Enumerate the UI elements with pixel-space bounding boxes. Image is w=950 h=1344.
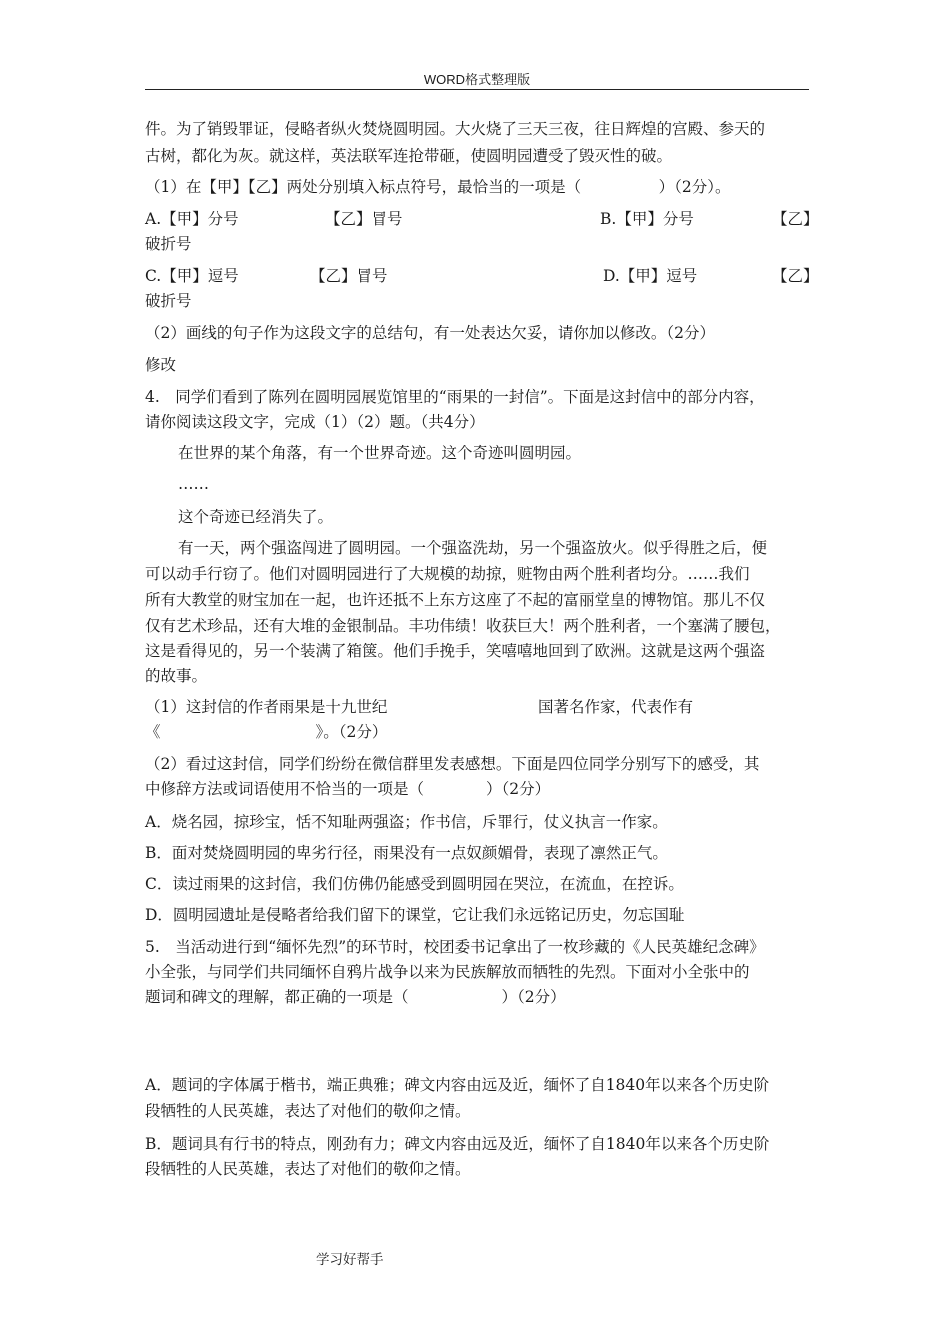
option-d: D.【甲】逗号 bbox=[603, 267, 698, 285]
answer-label: 修改 bbox=[145, 356, 177, 374]
letter-line: 所有大教堂的财宝加在一起，也许还抵不上东方这座了不起的富丽堂皇的博物馆。那儿不仅 bbox=[145, 591, 766, 609]
option-d-yi: 【乙】 bbox=[772, 267, 819, 285]
question-4: 4. 同学们看到了陈列在圆明园展览馆里的“雨果的一封信”。下面是这封信中的部分内容， bbox=[145, 388, 765, 406]
sub-question-1-blank: 《 》。（2分） bbox=[145, 723, 388, 741]
letter-line: 仅有艺术珍品，还有大堆的金银制品。丰功伟绩！收获巨大！两个胜利者，一个塞满了腰包， bbox=[145, 617, 781, 635]
letter-ellipsis: …… bbox=[178, 475, 209, 493]
question-5-cont: 题词和碑文的理解，都正确的一项是（ ）（2分） bbox=[145, 988, 566, 1006]
letter-paragraph: 在世界的某个角落，有一个世界奇迹。这个奇迹叫圆明园。 bbox=[178, 444, 582, 462]
question-1: （1）在【甲】【乙】两处分别填入标点符号，最恰当的一项是（ ）（2分）。 bbox=[145, 178, 731, 196]
option-d-continued: 破折号 bbox=[145, 292, 192, 310]
choice-b: B．面对焚烧圆明园的卑劣行径，雨果没有一点奴颜媚骨，表现了凛然正气。 bbox=[145, 844, 668, 862]
letter-line: 可以动手行窃了。他们对圆明园进行了大规模的劫掠，赃物由两个胜利者均分。……我们 bbox=[145, 565, 750, 583]
sub-question-1: （1）这封信的作者雨果是十九世纪 bbox=[145, 698, 388, 716]
page-header: WORD格式整理版 bbox=[145, 70, 809, 90]
passage-line: 件。为了销毁罪证，侵略者纵火焚烧圆明园。大火烧了三天三夜，往日辉煌的宫殿、参天的 bbox=[145, 120, 766, 138]
sub-question-2: （2）看过这封信，同学们纷纷在微信群里发表感想。下面是四位同学分别写下的感受，其 bbox=[145, 755, 760, 773]
question-5: 5. 当活动进行到“缅怀先烈”的环节时，校团委书记拿出了一枚珍藏的《人民英雄纪念碑》 bbox=[145, 938, 765, 956]
sub-question-2-cont: 中修辞方法或词语使用不恰当的一项是（ ）（2分） bbox=[145, 780, 551, 798]
letter-line: 这是看得见的，另一个装满了箱箧。他们手挽手，笑嘻嘻地回到了欧洲。这就是这两个强盗 bbox=[145, 642, 766, 660]
answer-a-cont: 段牺牲的人民英雄，表达了对他们的敬仰之情。 bbox=[145, 1102, 471, 1120]
choice-d: D．圆明园遗址是侵略者给我们留下的课堂，它让我们永远铭记历史，勿忘国耻 bbox=[145, 906, 685, 924]
question-5-cont: 小全张，与同学们共同缅怀自鸦片战争以来为民族解放而牺牲的先烈。下面对小全张中的 bbox=[145, 963, 750, 981]
choice-c: C．读过雨果的这封信，我们仿佛仍能感受到圆明园在哭泣，在流血，在控诉。 bbox=[145, 875, 684, 893]
option-b: B.【甲】分号 bbox=[600, 210, 694, 228]
page-footer: 学习好帮手 bbox=[316, 1252, 384, 1268]
answer-b: B．题词具有行书的特点，刚劲有力；碑文内容由远及近，缅怀了自1840年以来各个历史阶 bbox=[145, 1135, 770, 1153]
answer-b-cont: 段牺牲的人民英雄，表达了对他们的敬仰之情。 bbox=[145, 1160, 471, 1178]
option-a: A.【甲】分号 bbox=[145, 210, 239, 228]
question-2: （2）画线的句子作为这段文字的总结句，有一处表达欠妥，请你加以修改。（2分） bbox=[145, 324, 715, 342]
sub-question-1-cont: 国著名作家，代表作有 bbox=[538, 698, 694, 716]
option-c: C.【甲】逗号 bbox=[145, 267, 239, 285]
letter-paragraph: 有一天，两个强盗闯进了圆明园。一个强盗洗劫，另一个强盗放火。似乎得胜之后，便 bbox=[178, 539, 768, 557]
option-b-yi: 【乙】 bbox=[772, 210, 819, 228]
letter-line: 的故事。 bbox=[145, 667, 208, 685]
question-4-cont: 请你阅读这段文字，完成（1）（2）题。（共4分） bbox=[145, 413, 485, 431]
letter-paragraph: 这个奇迹已经消失了。 bbox=[178, 508, 334, 526]
option-c-yi: 【乙】冒号 bbox=[310, 267, 388, 285]
option-b-continued: 破折号 bbox=[145, 235, 192, 253]
choice-a: A．烧名园，掠珍宝，恬不知耻两强盗；作书信，斥罪行，仗义执言一作家。 bbox=[145, 813, 668, 831]
option-a-yi: 【乙】冒号 bbox=[325, 210, 403, 228]
passage-line: 古树，都化为灰。就这样，英法联军连抢带砸，使圆明园遭受了毁灭性的破。 bbox=[145, 147, 673, 165]
answer-a: A．题词的字体属于楷书，端正典雅；碑文内容由远及近，缅怀了自1840年以来各个历史阶 bbox=[145, 1076, 770, 1094]
